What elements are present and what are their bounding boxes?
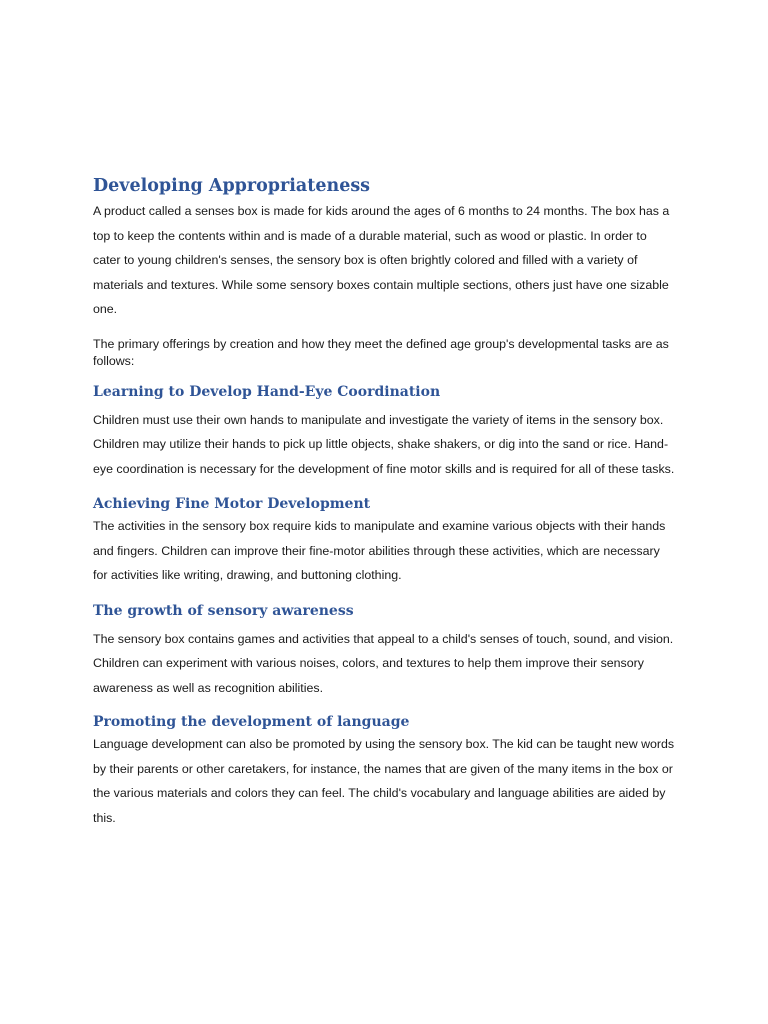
summary-paragraph: The primary offerings by creation and how they meet the defined age group's developmental tasks are as follows: — [93, 336, 669, 368]
document-title: Developing Appropriateness — [93, 176, 371, 196]
section-heading-language: Promoting the development of language — [93, 714, 410, 730]
document-content — [93, 174, 675, 830]
section-body-fine-motor: The activities in the sensory box require kids to manipulate and examine various objects with their hands and fingers. Children can improve their fine-motor abilities through these activities, which are necessary for activities like writing, drawing, and buttoning clothing. — [93, 519, 666, 582]
section-heading-fine-motor: Achieving Fine Motor Development — [93, 496, 371, 512]
section-heading-hand-eye: Learning to Develop Hand-Eye Coordination — [93, 383, 441, 400]
section-body-sensory: The sensory box contains games and activities that appeal to a child's senses of touch, sound, and vision. Children can experiment with various noises, colors, and textures to help them improve their sensory awareness as well as recognition abilities. — [93, 631, 674, 695]
section-body-language: Language development can also be promoted by using the sensory box. The kid can be taught new words by their parents or other caretakers, for instance, the names that are given of the many items in the box or the various materials and colors they can feel. The child's vocabulary and language abilities are aided by this. — [93, 737, 675, 825]
section-body-hand-eye: Children must use their own hands to manipulate and investigate the variety of items in the sensory box. Children may utilize their hands to pick up little objects, shake shakers, or dig into the sand or rice. Hand-eye coordination is necessary for the development of fine motor skills and is required for all of these tasks. — [93, 412, 675, 476]
intro-paragraph: A product called a senses box is made for kids around the ages of 6 months to 24 months. The box has a top to keep the contents within and is made of a durable material, such as wood or plastic. In order to cater to young children's senses, the sensory box is often brightly colored and filled with a variety of materials and textures. While some sensory boxes contain multiple sections, others just have one sizable one. — [93, 204, 670, 316]
section-heading-sensory: The growth of sensory awareness — [93, 602, 354, 619]
